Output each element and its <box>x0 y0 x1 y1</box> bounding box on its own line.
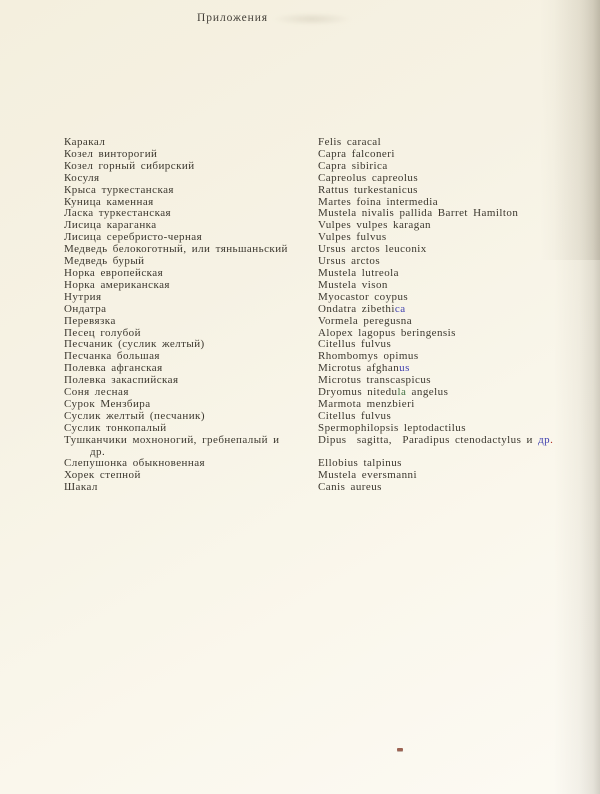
latin-name: Mustela lutreola <box>318 266 399 279</box>
latin-name: Felis caracal <box>318 136 382 148</box>
scan-speck <box>397 748 403 751</box>
russian-name: Песчанка большая <box>64 350 160 363</box>
russian-name: Ондатра <box>64 302 107 315</box>
latin-name: Ursus arctos leuconix <box>318 243 427 256</box>
russian-name: Козел винторогий <box>64 147 158 160</box>
russian-name: Песец голубой <box>64 326 141 339</box>
russian-name: Норка европейская <box>64 266 164 279</box>
russian-name: Хорек степной <box>64 469 141 482</box>
latin-name: Marmota menzbieri <box>318 397 415 410</box>
latin-name: Citellus fulvus <box>318 409 392 422</box>
russian-name-continuation: др. <box>90 445 106 458</box>
latin-name: Citellus fulvus <box>318 338 392 351</box>
latin-name: Ursus arctos <box>318 255 381 268</box>
latin-name: Myocastor coypus <box>318 290 409 303</box>
latin-name: Rattus turkestanicus <box>318 183 418 196</box>
latin-name: Mustela nivalis pallida Barret Hamilton <box>318 207 519 220</box>
russian-name: Тушканчики мохноногий, гребнепалый и др. <box>64 435 318 459</box>
russian-name: Крыса туркестанская <box>64 183 174 196</box>
latin-name: Alopex lagopus beringensis <box>318 326 456 339</box>
russian-name: Норка американская <box>64 278 170 291</box>
latin-name: Mustela eversmanni <box>318 469 417 482</box>
latin-name: Vulpes vulpes karagan <box>318 219 431 232</box>
russian-name: Соня лесная <box>64 386 129 399</box>
russian-name: Перевязка <box>64 314 116 327</box>
latin-name: Spermophilopsis leptodactilus <box>318 421 466 434</box>
latin-name: Canis aureus <box>318 481 382 494</box>
russian-name: Козел горный сибирский <box>64 159 195 172</box>
russian-name: Куница каменная <box>64 195 154 208</box>
russian-name: Полевка закаспийская <box>64 374 179 387</box>
species-list <box>64 137 574 494</box>
latin-name: Dipus sagitta, Paradipus ctenodactylus и др. <box>318 433 554 446</box>
russian-name: Сурок Мензбира <box>64 397 151 410</box>
russian-name: Полевка афганская <box>64 362 163 375</box>
latin-name: Ondatra zibethica <box>318 302 406 315</box>
latin-name: Microtus transcaspicus <box>318 374 432 387</box>
russian-name: Косуля <box>64 171 100 184</box>
latin-name: Dryomus nitedula angelus <box>318 386 449 399</box>
list-row <box>64 482 574 494</box>
latin-name: Capra falconeri <box>318 147 395 160</box>
russian-name: Каракал <box>64 136 106 148</box>
russian-name: Нутрия <box>64 290 102 303</box>
russian-name: Суслик тонкопалый <box>64 421 167 434</box>
latin-name: Martes foina intermedia <box>318 195 439 208</box>
list-row <box>64 435 574 459</box>
page-title: Приложения <box>197 12 268 24</box>
russian-name: Ласка туркестанская <box>64 207 172 220</box>
latin-name: Rhombomys opimus <box>318 350 419 363</box>
latin-name: Vulpes fulvus <box>318 231 387 244</box>
latin-name: Microtus afghanus <box>318 362 410 375</box>
russian-name: Лисица серебристо-черная <box>64 231 203 244</box>
russian-name: Шакал <box>64 481 98 494</box>
russian-name: Медведь белокоготный, или тяньшаньский <box>64 243 288 256</box>
latin-name: Mustela vison <box>318 278 388 291</box>
russian-name: Суслик желтый (песчаник) <box>64 409 205 422</box>
russian-name: Песчаник (суслик желтый) <box>64 338 205 351</box>
latin-name: Capreolus capreolus <box>318 171 419 184</box>
latin-name: Capra sibirica <box>318 159 388 172</box>
latin-name: Vormela peregusna <box>318 314 413 327</box>
russian-name: Лисица караганка <box>64 219 157 232</box>
russian-name: Слепушонка обыкновенная <box>64 457 206 470</box>
russian-name: Медведь бурый <box>64 255 145 268</box>
latin-name: Ellobius talpinus <box>318 457 402 470</box>
